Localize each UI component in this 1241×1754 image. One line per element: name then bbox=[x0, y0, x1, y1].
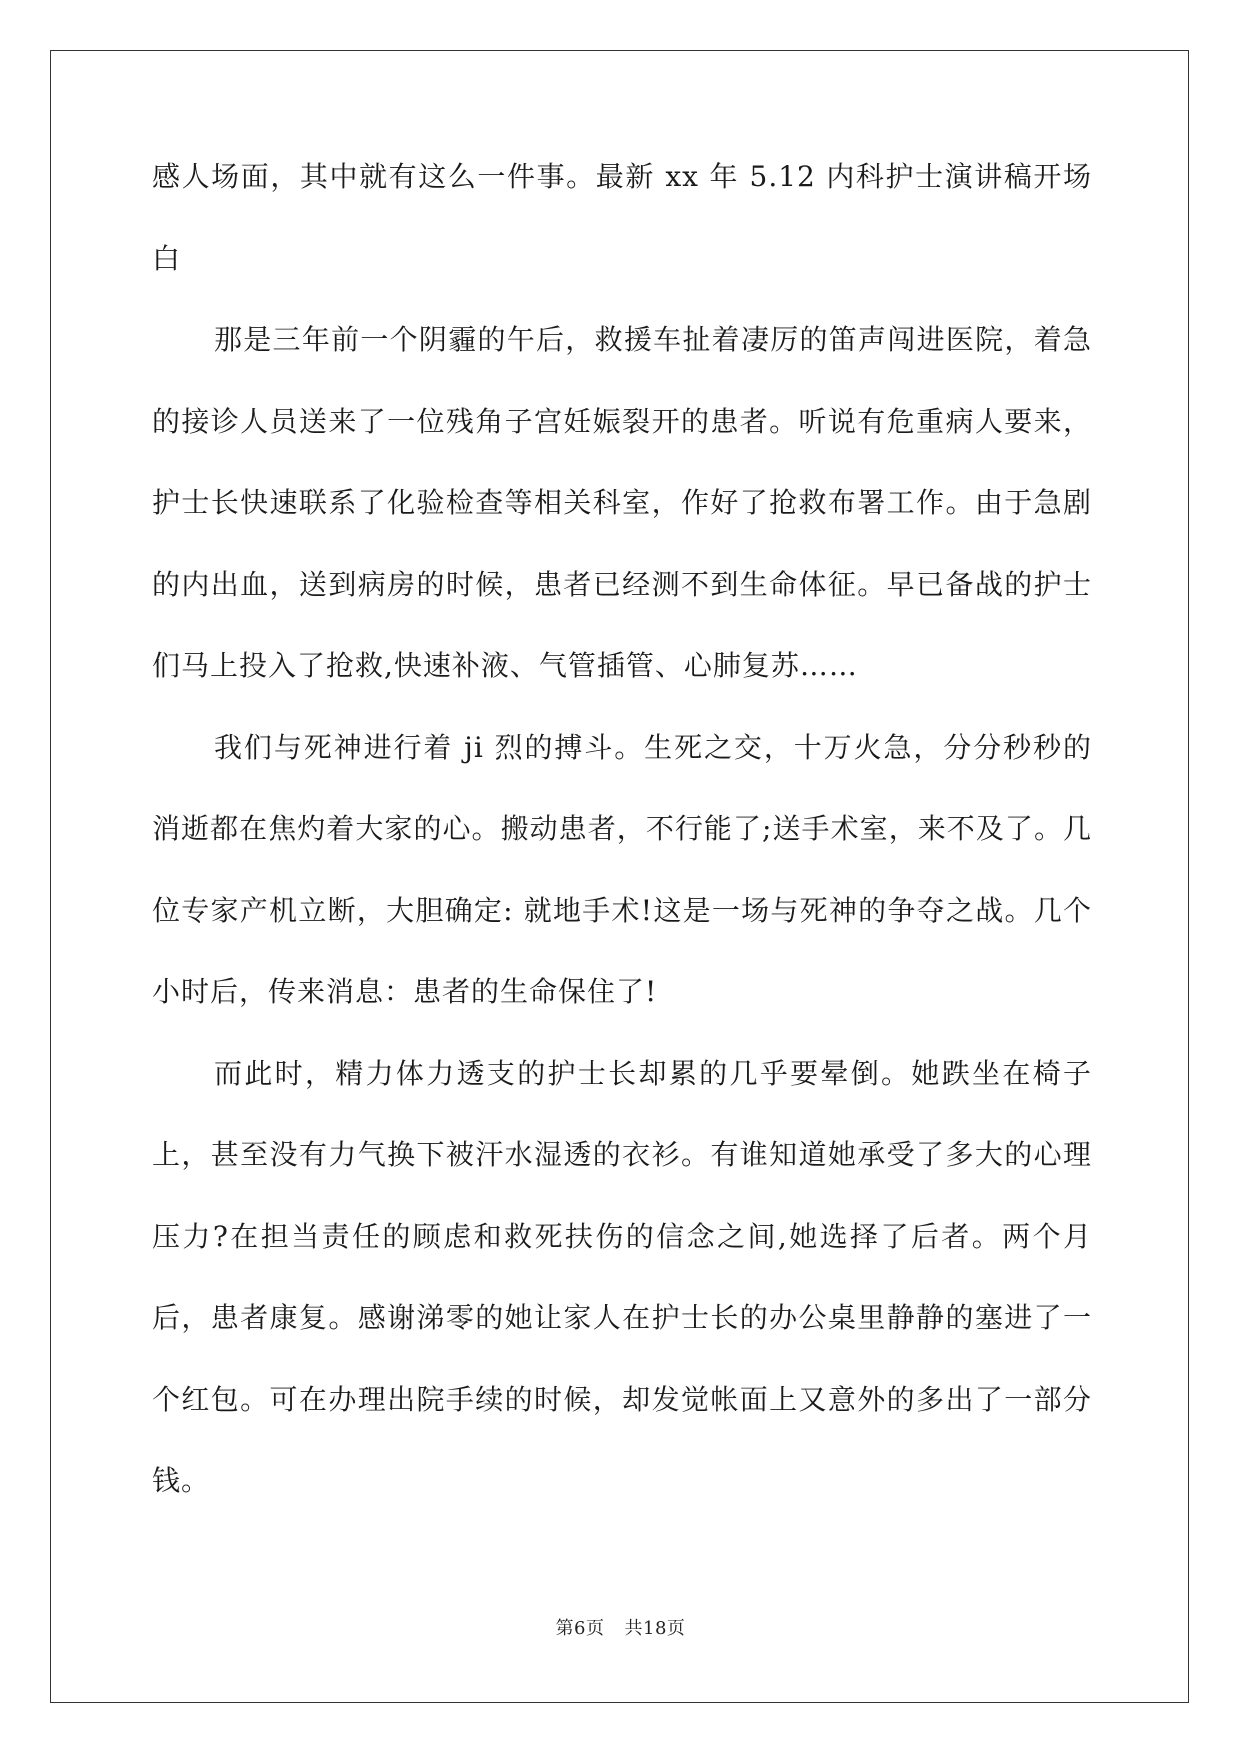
paragraph-2: 那是三年前一个阴霾的午后，救援车扯着凄厉的笛声闯进医院，着急的接诊人员送来了一位残角子宫妊娠裂开的患者。听说有危重病人要来，护士长快速联系了化验检查等相关科室，作好了抢救布署工作。由于急剧的内出血，送到病房的时候，患者已经测不到生命体征。早已备战的护士们马上投入了抢救,快速补液、气管插管、心肺复苏…… bbox=[152, 323, 1092, 682]
page-total: 共18页 bbox=[624, 1618, 686, 1639]
page-footer bbox=[0, 1614, 1241, 1640]
page-number: 第6页 bbox=[555, 1618, 605, 1639]
document-body bbox=[152, 158, 1092, 1522]
paragraph-1: 感人场面，其中就有这么一件事。最新 xx 年 5.12 内科护士演讲稿开场白 bbox=[152, 160, 1092, 275]
paragraph-3: 我们与死神进行着 ji 烈的搏斗。生死之交，十万火急，分分秒秒的消逝都在焦灼着大家的心。搬动患者，不行能了;送手术室，来不及了。几位专家产机立断，大胆确定: 就地手术!这是一场与死神的争夺之战。几个小时后，传来消息：患者的生命保住了! bbox=[152, 730, 1092, 1008]
paragraph-4: 而此时，精力体力透支的护士长却累的几乎要晕倒。她跌坐在椅子上，甚至没有力气换下被汗水湿透的衣衫。有谁知道她承受了多大的心理压力?在担当责任的顾虑和救死扶伤的信念之间,她选择了后者。两个月后，患者康复。感谢涕零的她让家人在护士长的办公桌里静静的塞进了一个红包。可在办理出院手续的时候，却发觉帐面上又意外的多出了一部分钱。 bbox=[152, 1056, 1092, 1497]
